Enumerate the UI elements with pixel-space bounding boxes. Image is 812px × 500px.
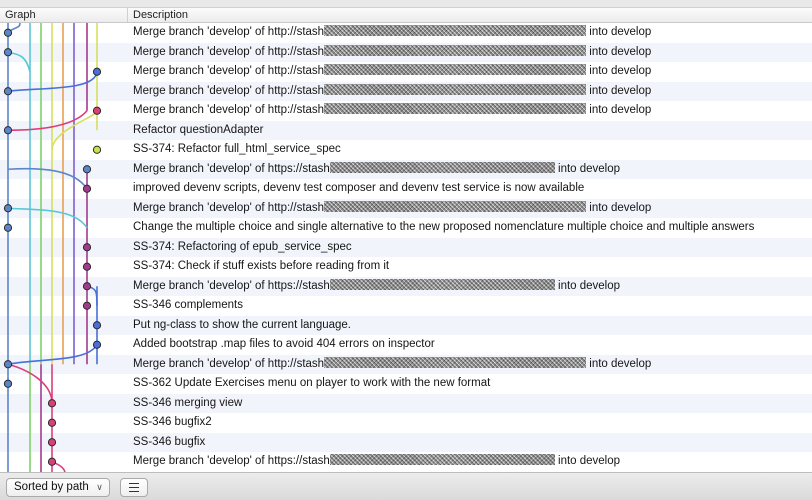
- commit-message: Merge branch 'develop' of http://stash: [133, 84, 325, 97]
- commit-message: SS-346 merging view: [133, 396, 243, 409]
- sort-by-path-dropdown[interactable]: [6, 478, 110, 497]
- commit-description: [133, 218, 754, 238]
- commit-description: [133, 62, 651, 82]
- commit-node: [93, 322, 100, 329]
- graph-branch-curve: [8, 169, 87, 189]
- commit-node: [93, 341, 100, 348]
- footer-toolbar: [0, 472, 812, 500]
- commit-message: Merge branch 'develop' of https://stash: [133, 162, 330, 175]
- commit-message: SS-346 bugfix2: [133, 416, 212, 428]
- commit-node: [93, 146, 100, 153]
- commit-description: [133, 394, 242, 414]
- column-header: [0, 8, 812, 23]
- commit-node: [4, 205, 11, 212]
- commit-node: [4, 380, 11, 387]
- redacted-url: [324, 45, 586, 56]
- commit-node: [48, 400, 55, 407]
- commit-description: [133, 23, 651, 43]
- commit-node: [4, 224, 11, 231]
- commit-message: SS-374: Refactor full_html_service_spec: [133, 143, 341, 155]
- redacted-url: [324, 357, 586, 368]
- commit-node: [48, 458, 55, 465]
- commit-message-suffix: into develop: [586, 65, 652, 77]
- commit-node: [48, 439, 55, 446]
- redacted-url: [324, 201, 586, 212]
- commit-description: [133, 101, 651, 121]
- commit-message: SS-346 complements: [133, 299, 243, 311]
- commit-graph: [0, 23, 128, 472]
- commit-message: SS-362 Update Exercises menu on player to work with the new format: [133, 377, 491, 389]
- commit-message: Merge branch 'develop' of http://stash: [133, 201, 325, 214]
- commit-description: [133, 335, 435, 355]
- commit-description: [133, 140, 341, 160]
- sort-label: Sorted by path: [14, 481, 89, 493]
- commit-node: [83, 166, 90, 173]
- commit-message-suffix: into develop: [554, 455, 621, 467]
- commit-description: [133, 160, 620, 180]
- commit-message: Added bootstrap .map files to avoid 404 errors on inspector: [133, 338, 435, 350]
- commit-description: [133, 199, 651, 219]
- commit-node: [4, 49, 11, 56]
- commit-description: [133, 82, 651, 102]
- commit-message: improved devenv scripts, devenv test composer and devenv test service is now available: [133, 182, 585, 194]
- commit-node: [83, 244, 90, 251]
- commit-message: Merge branch 'develop' of http://stash: [133, 65, 325, 77]
- commit-message: Merge branch 'develop' of https://stash: [133, 279, 330, 292]
- commit-node: [4, 361, 11, 368]
- commit-node: [93, 68, 100, 75]
- graph-branch-curve: [8, 111, 87, 131]
- commit-message: Refactor questionAdapter: [133, 123, 264, 136]
- commit-node: [4, 29, 11, 36]
- commit-node: [4, 88, 11, 95]
- graph-branch-curve: [8, 208, 87, 228]
- commit-message-suffix: into develop: [554, 162, 621, 175]
- commit-description: [133, 433, 205, 453]
- commit-description: [133, 374, 490, 394]
- redacted-url: [324, 25, 586, 36]
- commit-description: [133, 296, 243, 316]
- commit-node: [93, 107, 100, 114]
- chevron-down-icon: ∨: [96, 482, 103, 492]
- commit-message: SS-374: Check if stuff exists before reading from it: [133, 260, 390, 272]
- commit-message-suffix: into develop: [586, 104, 652, 116]
- commit-message: Merge branch 'develop' of http://stash: [133, 104, 325, 116]
- redacted-url: [324, 84, 586, 95]
- redacted-url: [324, 103, 586, 114]
- commit-message: SS-374: Refactoring of epub_service_spec: [133, 240, 352, 253]
- commit-message: Put ng-class to show the current language.: [133, 318, 351, 331]
- commit-node: [83, 302, 90, 309]
- redacted-url: [330, 454, 555, 465]
- graph-branch-curve: [8, 52, 30, 72]
- commit-description: [133, 413, 212, 433]
- window-top-strip: [0, 0, 812, 8]
- redacted-url: [330, 279, 555, 290]
- commit-message-suffix: into develop: [586, 45, 652, 58]
- commit-description: [133, 257, 389, 277]
- commit-node: [83, 263, 90, 270]
- commit-description: [133, 452, 620, 472]
- description-column-header[interactable]: Description: [133, 9, 189, 21]
- commit-message-suffix: into develop: [554, 279, 621, 292]
- commit-description: [133, 277, 620, 297]
- commit-message: Merge branch 'develop' of http://stash: [133, 357, 325, 370]
- list-icon: [129, 483, 139, 492]
- commit-message: Merge branch 'develop' of http://stash: [133, 26, 325, 38]
- commit-description: [133, 121, 263, 141]
- commit-message: SS-346 bugfix: [133, 435, 206, 448]
- commit-node: [83, 283, 90, 290]
- commit-description: [133, 43, 651, 63]
- commit-message: Merge branch 'develop' of http://stash: [133, 45, 325, 58]
- commit-message: Merge branch 'develop' of https://stash: [133, 455, 330, 467]
- commit-message-suffix: into develop: [586, 26, 652, 38]
- commit-message-suffix: into develop: [586, 357, 652, 370]
- commit-message-suffix: into develop: [586, 84, 652, 97]
- commit-message: Change the multiple choice and single alternative to the new proposed nomenclature multiple choice and multiple answers: [133, 221, 755, 233]
- graph-column-header[interactable]: Graph: [0, 8, 128, 22]
- view-options-button[interactable]: [120, 478, 148, 497]
- commit-description: [133, 316, 351, 336]
- commit-node: [4, 127, 11, 134]
- commit-description: [133, 179, 584, 199]
- redacted-url: [324, 64, 586, 75]
- commit-node: [83, 185, 90, 192]
- commit-message-suffix: into develop: [586, 201, 652, 214]
- commit-description: [133, 355, 651, 375]
- redacted-url: [330, 162, 555, 173]
- commit-node: [48, 419, 55, 426]
- commit-description: [133, 238, 352, 258]
